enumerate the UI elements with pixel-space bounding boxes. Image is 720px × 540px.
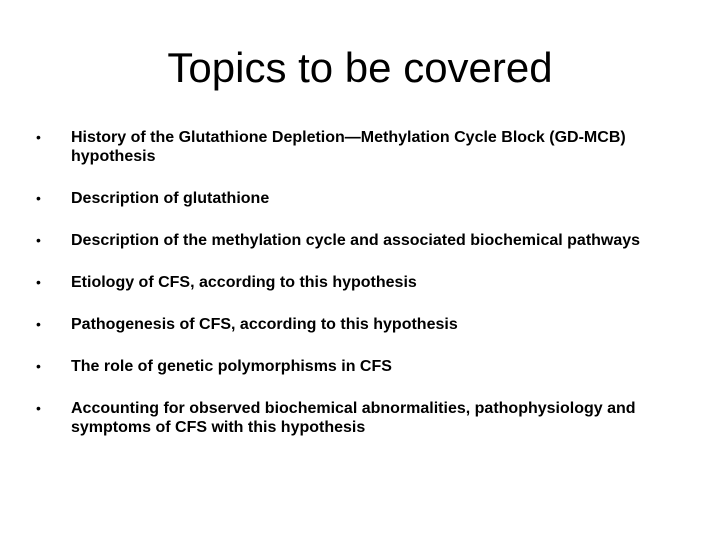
list-item-text: Etiology of CFS, according to this hypothesis xyxy=(71,274,417,291)
list-item xyxy=(36,357,686,376)
bullet-icon: • xyxy=(36,129,41,145)
bullet-icon: • xyxy=(36,358,41,374)
list-item-text: The role of genetic polymorphisms in CFS xyxy=(71,358,392,375)
list-item-text: Pathogenesis of CFS, according to this hypothesis xyxy=(71,316,458,333)
bullet-icon: • xyxy=(36,400,41,416)
slide-title: Topics to be covered xyxy=(167,44,553,91)
list-item xyxy=(36,399,686,437)
list-item xyxy=(36,315,686,334)
list-item-text: Description of glutathione xyxy=(71,190,270,207)
bullet-icon: • xyxy=(36,232,41,248)
bullet-icon: • xyxy=(36,316,41,332)
list-item xyxy=(36,273,686,292)
list-item-text: History of the Glutathione Depletion—Methylation Cycle Block (GD-MCB) hypothesis xyxy=(71,129,626,165)
topic-list xyxy=(36,128,686,460)
list-item-text: Description of the methylation cycle and associated biochemical pathways xyxy=(71,232,641,249)
list-item xyxy=(36,231,686,250)
list-item-text: Accounting for observed biochemical abnormalities, pathophysiology and symptoms of CFS with this hypothesis xyxy=(71,400,636,436)
list-item xyxy=(36,189,686,208)
list-item xyxy=(36,128,686,166)
bullet-icon: • xyxy=(36,190,41,206)
bullet-icon: • xyxy=(36,274,41,290)
